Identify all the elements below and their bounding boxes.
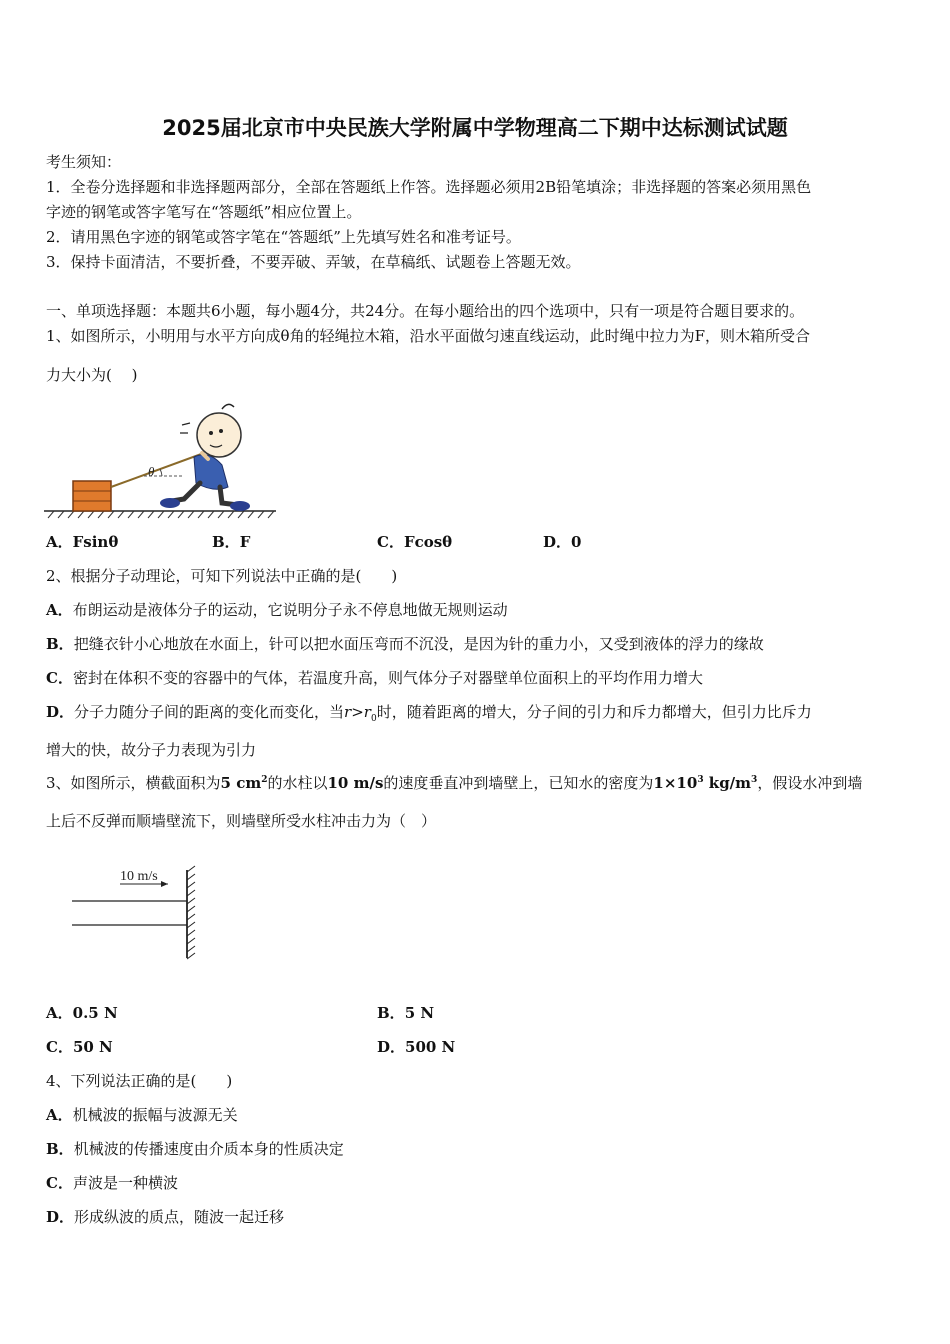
q1-option-c: C．Fcosθ (377, 533, 453, 551)
page-title: 2025届北京市中央民族大学附属中学物理高二下期中达标测试试题 (162, 116, 788, 140)
q2-option-b: B．把缝衣针小心地放在水面上，针可以把水面压弯而不沉没，是因为针的重力小，又受到液体的浮力的缘故 (46, 635, 764, 653)
q3-option-d: D．500 N (377, 1038, 456, 1056)
q2-option-c: C．密封在体积不变的容器中的气体，若温度升高，则气体分子对器壁单位面积上的平均作用力增大 (46, 669, 703, 687)
q3-option-a: A．0.5 N (46, 1004, 118, 1022)
q3-figure-water-jet (70, 862, 204, 962)
q4-option-c: C．声波是一种横波 (46, 1174, 178, 1192)
q2-option-a: A．布朗运动是液体分子的运动，它说明分子永不停息地做无规则运动 (46, 601, 508, 619)
q3-option-b: B．5 N (377, 1004, 435, 1022)
q1-stem-line2: 力大小为( ) (46, 366, 138, 384)
q3-figure-speed-label: 10 m/s (120, 869, 158, 884)
notice-item: 3．保持卡面清洁，不要折叠，不要弄破、弄皱，在草稿纸、试题卷上答题无效。 (46, 253, 581, 271)
q2-option-d: D．分子力随分子间的距离的变化而变化，当$r>r_0$时，随着距离的增大，分子间的引力和斥力都增大，但引力比斥力 (46, 703, 812, 724)
q1-figure-pulling-box (44, 395, 278, 520)
q3-stem-line2: 上后不反弹而顺墙壁流下，则墙壁所受水柱冲击力为（ ） (46, 812, 437, 830)
q4-option-b: B．机械波的传播速度由介质本身的性质决定 (46, 1140, 344, 1158)
q4-option-a: A．机械波的振幅与波源无关 (46, 1106, 238, 1124)
section-heading: 一、单项选择题：本题共6小题，每小题4分，共24分。在每小题给出的四个选项中，只有一项是符合题目要求的。 (46, 302, 805, 320)
q1-option-b: B．F (212, 533, 251, 551)
q4-stem: 4、下列说法正确的是( ) (46, 1072, 233, 1090)
notice-heading: 考生须知： (46, 153, 122, 171)
notice-item: 1．全卷分选择题和非选择题两部分，全部在答题纸上作答。选择题必须用2B铅笔填涂；非选择题的答案必须用黑色 (46, 178, 812, 196)
q3-option-c: C．50 N (46, 1038, 113, 1056)
q1-option-d: D．0 (543, 533, 582, 551)
q1-option-a: A．Fsinθ (46, 533, 119, 551)
q4-option-d: D．形成纵波的质点，随波一起迁移 (46, 1208, 285, 1226)
notice-item: 2．请用黑色字迹的钢笔或答字笔在“答题纸”上先填写姓名和准考证号。 (46, 228, 521, 246)
q2-option-d-line2: 增大的快，故分子力表现为引力 (46, 741, 257, 759)
q1-stem-line1: 1、如图所示，小明用与水平方向成θ角的轻绳拉木箱，沿水平面做匀速直线运动，此时绳中拉力为F，则木箱所受合 (46, 327, 810, 345)
q3-stem-line1: 3、如图所示，横截面积为5 $cm^2$的水柱以10 m/s的速度垂直冲到墙壁上，已知水的密度为$1\times 10^3$ $kg/m^3$，假设水冲到墙 (46, 774, 863, 792)
q1-figure-theta-label: θ (148, 464, 155, 479)
q2-stem: 2、根据分子动理论，可知下列说法中正确的是( ) (46, 567, 398, 585)
notice-item: 字迹的钢笔或答字笔写在“答题纸”相应位置上。 (46, 203, 362, 221)
